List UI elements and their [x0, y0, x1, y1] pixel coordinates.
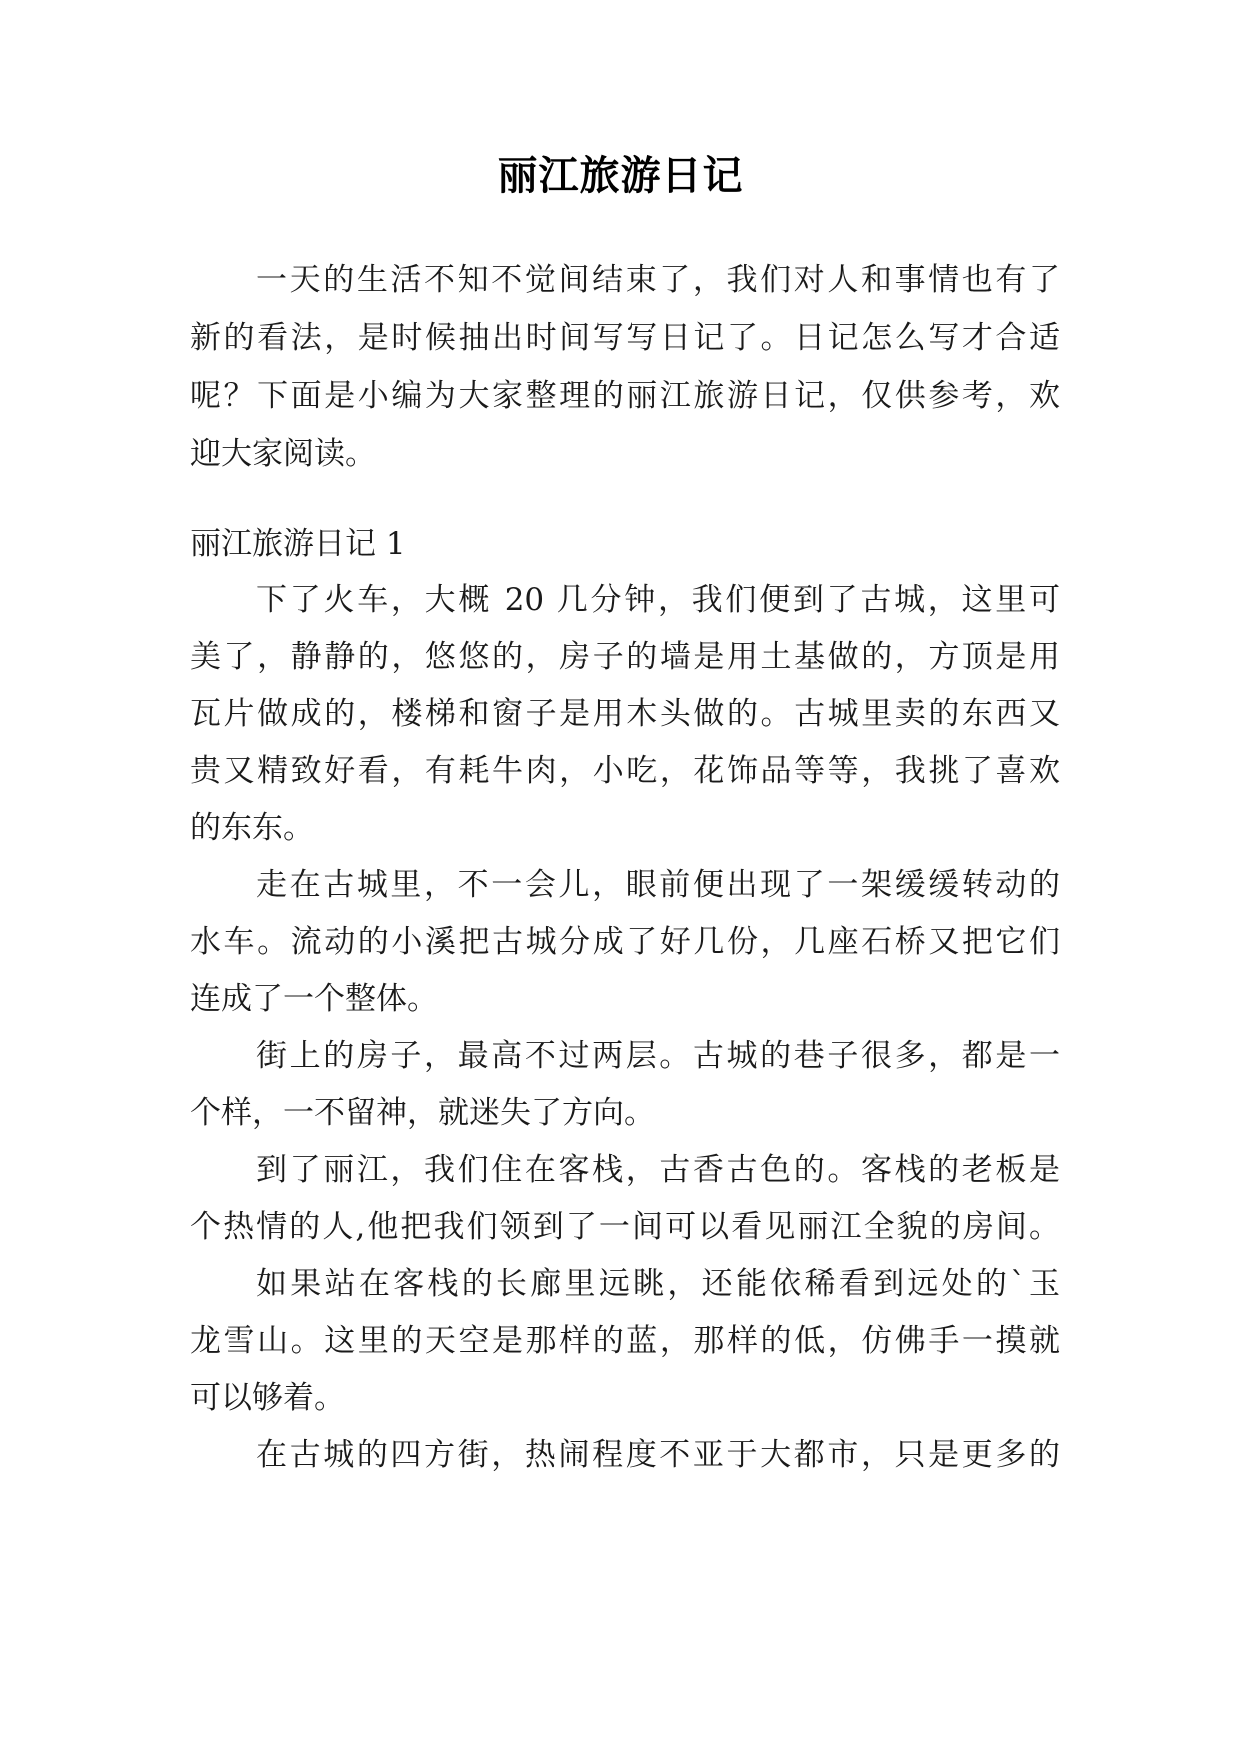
body-line: 个样，一不留神，就迷失了方向。	[190, 1095, 655, 1131]
body-line: 个热情的人,他把我们领到了一间可以看见丽江全貌的房间。	[190, 1209, 1060, 1245]
body-line: 美了，静静的，悠悠的，房子的墙是用土基做的，方顶是用	[190, 639, 1060, 675]
intro-line-3: 呢？下面是小编为大家整理的丽江旅游日记，仅供参考，欢	[190, 378, 1060, 414]
intro-line-1: 一天的生活不知不觉间结束了，我们对人和事情也有了	[256, 262, 1060, 298]
body-line: 贵又精致好看，有耗牛肉，小吃，花饰品等等，我挑了喜欢	[190, 753, 1060, 789]
body-line: 龙雪山。这里的天空是那样的蓝，那样的低，仿佛手一摸就	[190, 1323, 1060, 1359]
body-line: 瓦片做成的，楼梯和窗子是用木头做的。古城里卖的东西又	[190, 696, 1060, 732]
body-line: 水车。流动的小溪把古城分成了好几份，几座石桥又把它们	[190, 924, 1060, 960]
section-heading: 丽江旅游日记 1	[190, 526, 406, 562]
body-line: 走在古城里，不一会儿，眼前便出现了一架缓缓转动的	[256, 867, 1060, 903]
body-line: 下了火车，大概 20 几分钟，我们便到了古城，这里可	[256, 582, 1060, 618]
body-line: 在古城的四方街，热闹程度不亚于大都市，只是更多的	[256, 1437, 1060, 1473]
intro-line-2: 新的看法，是时候抽出时间写写日记了。日记怎么写才合适	[190, 320, 1060, 356]
body-line: 到了丽江，我们住在客栈，古香古色的。客栈的老板是	[256, 1152, 1060, 1188]
body-line: 可以够着。	[190, 1380, 345, 1416]
body-line: 如果站在客栈的长廊里远眺，还能依稀看到远处的`玉	[256, 1266, 1060, 1302]
body-line: 的东东。	[190, 810, 314, 846]
body-line: 街上的房子，最高不过两层。古城的巷子很多，都是一	[256, 1038, 1060, 1074]
intro-line-4: 迎大家阅读。	[190, 436, 376, 472]
body-line: 连成了一个整体。	[190, 981, 438, 1017]
page-title: 丽江旅游日记	[497, 153, 744, 199]
